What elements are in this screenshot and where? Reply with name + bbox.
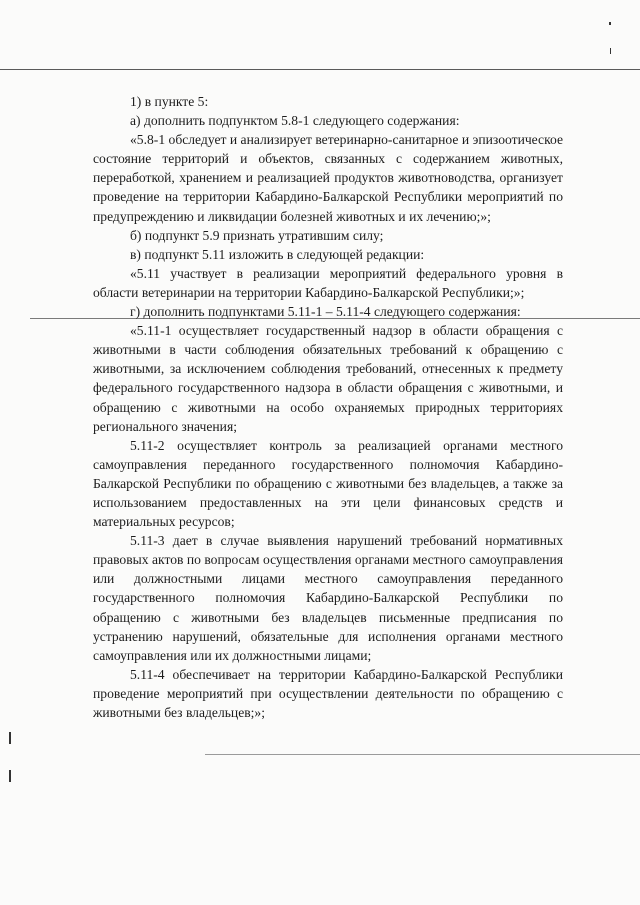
paragraph: «5.8-1 обследует и анализирует ветеринарно-санитарное и эпизоотическое состояние территорий и объектов, связанных с содержанием животных, переработкой, хранением и реализацией продуктов животноводства, организует проведение на территории Кабардино-Балкарской Республики мероприятий по предупреждению и ликвидации болезней животных и их лечению;»;: [93, 132, 563, 224]
paragraph: «5.11 участвует в реализации мероприятий федерального уровня в области ветеринарии на территории Кабардино-Балкарской Республики;»;: [93, 265, 563, 300]
scan-line-top: [0, 69, 640, 70]
paragraph: б) подпункт 5.9 признать утратившим силу;: [130, 227, 384, 243]
paragraph: 1) в пункте 5:: [130, 94, 209, 109]
scan-mark-left-2: [9, 770, 11, 782]
paragraph: 5.11-2 осуществляет контроль за реализацией органами местного самоуправления переданного государственного полномочия Кабардино-Балкарской Республики по обращению с животными без владельцев, а также за использованием предоставленных на эти цели финансовых средств и материальных ресурсов;: [93, 437, 563, 530]
paragraph: г) дополнить подпунктами 5.11-1 – 5.11-4 следующего содержания:: [130, 304, 521, 320]
scan-mark-right: [610, 48, 611, 54]
scan-mark-top-right: [609, 22, 611, 25]
document-body: [93, 92, 563, 722]
paragraph: в) подпункт 5.11 изложить в следующей редакции:: [130, 246, 425, 262]
scan-line-low: [205, 754, 640, 755]
paragraph: 5.11-4 обеспечивает на территории Кабардино-Балкарской Республики проведение мероприятий при осуществлении деятельности по обращению с животными без владельцев;»;: [93, 666, 563, 720]
scan-mark-left-1: [9, 732, 11, 744]
paragraph: 5.11-3 дает в случае выявления нарушений требований нормативных правовых актов по вопросам осуществления органами местного самоуправления или должностными лицами местного самоуправления переданного государственного полномочия Кабардино-Балкарской Республики по обращению с животными без владельцев письменные предписания по устранению нарушений, обязательные для исполнения органами местного самоуправления или их должностными лицами;: [93, 533, 563, 663]
paragraph: а) дополнить подпунктом 5.8-1 следующего содержания:: [130, 113, 460, 129]
paragraph: «5.11-1 осуществляет государственный надзор в области обращения с животными в части соблюдения обязательных требований к обращению с животными, за исключением соблюдения требований, отнесенных к предмету федерального государственного надзора в области обращения с животными, и обращению с животными на особо охраняемых природных территориях регионального значения;: [93, 323, 563, 434]
